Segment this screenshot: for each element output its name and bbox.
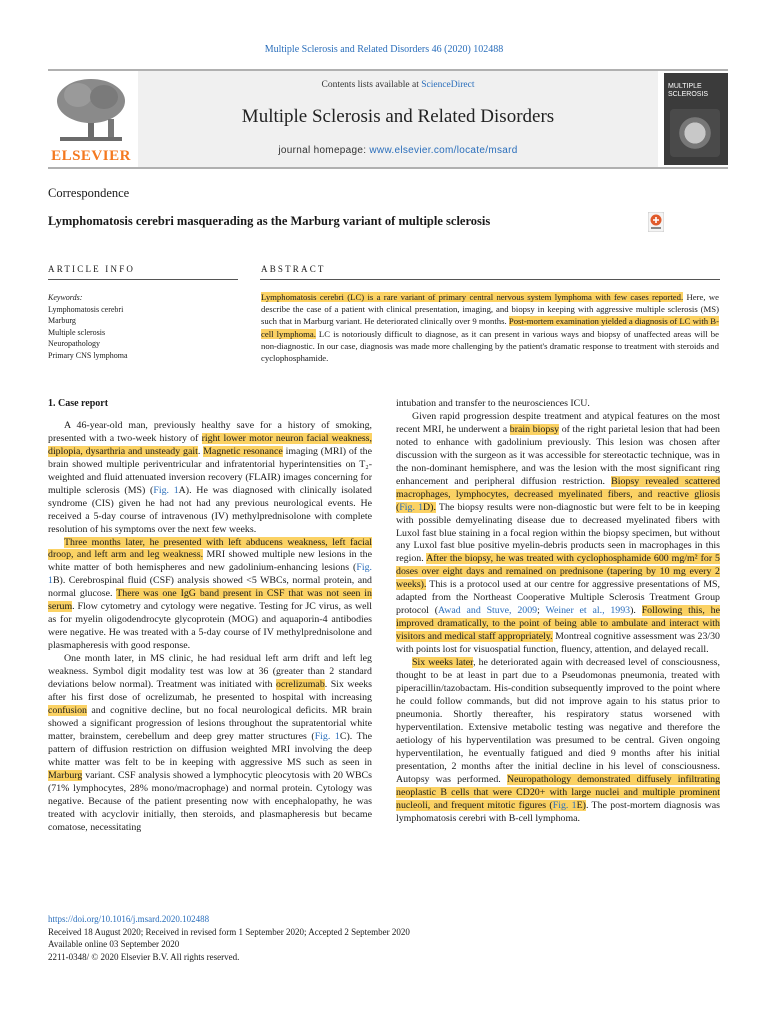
journal-band	[138, 71, 658, 167]
cover-art	[670, 109, 720, 157]
figure-ref-link[interactable]: Fig. 1	[552, 799, 577, 811]
text-run: The biopsy results were non-diagnostic but were felt to be in keeping with possible demyelinating disease due to decreased myelinated fibers with Luxol fast blue staining in a focal region within the biopsy specimen, but without any Luxol fast blue positive myelin-debris products seen in macrophages in this region.	[396, 501, 720, 565]
highlight: Marburg	[48, 769, 83, 781]
text-run: Here, we describe the case of a patient with clinical presentation, imaging, and biopsy in keeping with aggressive multiple sclerosis (MS) such that in Marburg variant. He deteriorated clinically over 9 months.	[261, 292, 719, 327]
doi-link[interactable]: https://doi.org/10.1016/j.msard.2020.102488	[48, 914, 210, 924]
body-column-left	[48, 398, 372, 834]
abstract-text	[261, 291, 719, 364]
available-online: Available online 03 September 2020	[48, 939, 180, 950]
contents-prefix: Contents lists available at	[321, 80, 422, 90]
figure-ref-link[interactable]: Fig. 1	[399, 501, 424, 513]
journal-header	[48, 69, 728, 169]
cover-title: MULTIPLE SCLEROSIS	[668, 83, 709, 98]
text-run: .	[197, 445, 204, 457]
homepage-line	[138, 145, 658, 156]
highlight: After the biopsy, he was treated with cyclophosphamide 600 mg/m² for 5 doses over eight days and remained on prednisone (tapering by 10 mg every 2 weeks).	[396, 553, 720, 591]
text-run: LC is notoriously difficult to diagnose, as it can present in various ways and biopsy of unaffected areas will be non-diagnostic. In our case, diagnosis was made more challenging by the patient's dramatic response to treatment with steroids and cyclophosphamide.	[261, 328, 719, 364]
keyword-item: Multiple sclerosis	[48, 327, 106, 337]
highlight: Six weeks later	[412, 657, 474, 669]
text-run: , he deteriorated again with decreased level of consciousness, thought to be at least in part due to a Pseudomonas pneumonia, treated with piperacillin/tazobactam. His-condition subsequently improved to the point where he could follow commands, but did not improve again to his status prior to pneumonia. Shortly thereafter, his respiratory status worsened with hyperventilation. Extensive metabolic testing was negative and therefore the aetiology of his hyperventilation was presumed to be central. Given ongoing hyperventilation, he eventually fatigued and died 9 months after his initial presentation, 2 months after the initial decline in his level of consciousness. Autopsy was performed.	[396, 657, 720, 785]
abstract-divider	[260, 279, 720, 280]
text-run: A 46-year-old man, previously healthy save for a history of smoking, presented with a two-week history of	[48, 419, 372, 444]
figure-ref-link[interactable]: Fig. 1	[314, 730, 340, 742]
text-run: This is a protocol used at our centre for aggressive presentations of MS, adapted from the Northeast Cooperative Multiple Sclerosis Treatment Group protocol (	[396, 579, 720, 617]
article-info-heading: ARTICLE INFO	[48, 264, 136, 274]
body-column-right	[396, 398, 720, 825]
abstract-heading: ABSTRACT	[261, 264, 326, 274]
contents-line	[138, 80, 658, 90]
text-run: and cognitive decline, but no focal neurological deficits. MR brain showed a significant progression of lesions throughout the supratentorial white matter, brainstem, cerebellum and deep grey matter structures (	[48, 704, 372, 742]
body-paragraph	[396, 657, 720, 825]
text-run: ;	[537, 605, 546, 617]
text-run: of the right parietal lesion that had been noted to enhance with gadolinium previously. This lesion was chosen after discussion with the surgeon as it was accessible for stereotactic technique, was in the non-dominant hemisphere, and was the lesion with the most significant ring enhancement and peripheral diffusion restriction.	[396, 423, 720, 487]
article-footer	[48, 913, 548, 963]
homepage-prefix: journal homepage:	[278, 145, 370, 156]
section-type: Correspondence	[48, 186, 130, 200]
body-paragraph	[48, 653, 372, 834]
text-run: imaging (MRI) of the brain showed multiple periventricular and infratentorial hyperintensities on T₂-weighted and fluid attenuated inversion recovery (FLAIR) images concerning for multiple sclerosis (MS) (	[48, 445, 372, 496]
citation-ref-link[interactable]: Weiner et al., 1993	[545, 605, 631, 617]
highlight: Neuropathology demonstrated diffusely infiltrating neoplastic B cells that were CD20+ with large nuclei and multiple prominent nucleoli, and frequent mitotic figures (	[396, 773, 721, 811]
publisher-name: ELSEVIER	[51, 148, 131, 164]
highlight: Biopsy revealed scattered macrophages, lymphocytes, decreased myelinated fibers, and reactive gliosis (	[396, 475, 721, 513]
highlight: E)	[576, 799, 586, 811]
highlight: D).	[423, 501, 436, 513]
text-run: Given rapid progression despite treatment and atypical features on the most recent MRI, he underwent a	[396, 410, 720, 435]
article-title: Lymphomatosis cerebri masquerading as the Marburg variant of multiple sclerosis	[48, 214, 491, 228]
crossmark-icon[interactable]	[648, 212, 664, 232]
text-run: . The post-mortem diagnosis was lymphomatosis cerebri with B-cell lymphoma.	[396, 799, 720, 824]
text-run: MRI showed multiple new lesions in the white matter of both hemispheres and new gadolinium-enhancing lesions (	[48, 549, 372, 574]
highlight: Magnetic resonance	[203, 445, 283, 457]
highlight: There was one IgG band present in CSF that was not seen in serum	[48, 588, 372, 613]
text-run: . Flow cytometry and cytology were negative. Testing for JC virus, as well as for myelin oligodendrocyte glycoprotein (MOG) and aquaporin-4 antibodies were negative. He was treated with a 5-day course of IV methylprednisolone and plasmapheresis with good response.	[48, 601, 372, 652]
highlight: brain biopsy	[509, 423, 560, 435]
section-heading: 1. Case report	[48, 398, 109, 409]
keyword-item: Primary CNS lymphoma	[48, 350, 128, 360]
sciencedirect-link[interactable]: ScienceDirect	[421, 80, 475, 90]
keyword-item: Lymphomatosis cerebri	[48, 304, 124, 314]
highlight: ocrelizumab	[275, 679, 325, 691]
citation-ref-link[interactable]: Awad and Stuve, 2009	[438, 605, 538, 617]
journal-cover-thumbnail[interactable]	[664, 73, 728, 165]
journal-homepage-link[interactable]: www.elsevier.com/locate/msard	[369, 145, 518, 156]
highlight: right lower motor neuron facial weakness, diplopia, dysarthria and unsteady gait	[48, 432, 372, 457]
highlight: Lymphomatosis cerebri (LC) is a rare variant of primary central nervous system lymphoma with few cases reported.	[261, 292, 684, 302]
received-dates: Received 18 August 2020; Received in revised form 1 September 2020; Accepted 2 September 2020	[48, 926, 410, 937]
body-paragraph	[396, 411, 720, 657]
text-run: ).	[630, 605, 642, 617]
highlight: Following this, he improved dramatically, to the point of being able to ambulate and interact with visitors and medical staff appropriately.	[396, 605, 720, 643]
text-run: C). The pattern of diffusion restriction on diffusion weighted MRI involving the deep white matter was felt to be in keeping with aggressive MS such as seen in	[48, 730, 372, 768]
text-run: . Six weeks after his first dose of ocrelizumab, he presented to hospital with increasing	[48, 679, 372, 703]
text-run: variant. CSF analysis showed a lymphocytic pleocytosis with 20 WBCs (71% lymphocytes, 28% mono/macrophage) and normal protein. Cytology was negative. Because of the patient presenting now with encephalopathy, he was treated with acyclovir initially, then steroids, and plasmapheresis but became comatose, necessitating	[48, 769, 372, 833]
figure-ref-link[interactable]: Fig. 1	[48, 562, 372, 587]
body-paragraph: intubation and transfer to the neurosciences ICU.	[396, 398, 590, 409]
elsevier-logo[interactable]	[50, 75, 132, 167]
body-paragraph	[48, 420, 372, 537]
highlight: confusion	[48, 704, 87, 716]
body-paragraph	[48, 537, 372, 654]
keywords-label: Keywords:	[48, 293, 83, 302]
text-run: One month later, in MS clinic, he had residual left arm drift and left leg weakness. Symbol digit modality test was low at 36 (greater than 2 standard deviations below normal). Treatment was initiated with	[48, 653, 372, 691]
text-run: B). Cerebrospinal fluid (CSF) analysis showed <5 WBCs, normal protein, and normal glucose.	[48, 575, 372, 600]
copyright: 2211-0348/ © 2020 Elsevier B.V. All rights reserved.	[48, 951, 240, 962]
journal-citation[interactable]: Multiple Sclerosis and Related Disorders 46 (2020) 102488	[264, 44, 504, 55]
keywords-block	[48, 292, 248, 362]
highlight: Three months later, he presented with left abducens weakness, left facial droop, and left arm and leg weakness.	[48, 536, 372, 561]
journal-title: Multiple Sclerosis and Related Disorders	[241, 106, 555, 127]
highlight: Post-mortem examination yielded a diagnosis of LC with B-cell lymphoma.	[261, 316, 719, 339]
keyword-item: Marburg	[48, 316, 76, 326]
tree-icon	[50, 75, 132, 147]
text-run: A). He was diagnosed with clinically isolated syndrome (CIS) given he had not had any previous neurological events. He received a 5-day course of intravenous (IV) methylprednisolone with complete resolution of his symptoms over the next few weeks.	[48, 484, 372, 535]
text-run: Montreal cognitive assessment was 23/30 with points lost for visuospatial function, fluency, attention, and delayed recall.	[396, 631, 720, 656]
keyword-item: Neuropathology	[48, 339, 100, 349]
info-divider	[48, 279, 238, 280]
figure-ref-link[interactable]: Fig. 1	[153, 484, 179, 496]
